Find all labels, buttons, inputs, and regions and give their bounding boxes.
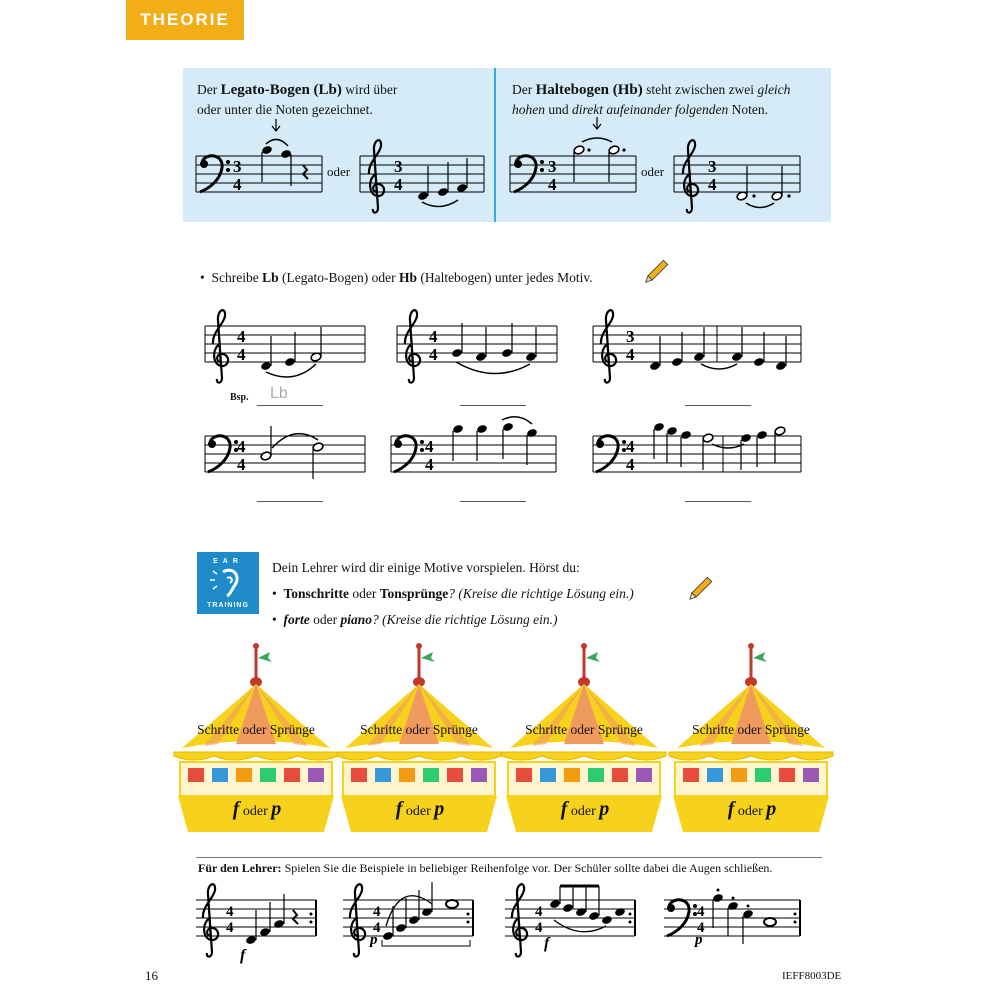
legato-treble-example xyxy=(360,140,484,212)
motif-treble-2 xyxy=(397,310,557,382)
svg-text:4: 4 xyxy=(394,175,403,194)
svg-text:3: 3 xyxy=(708,157,717,176)
svg-text:4: 4 xyxy=(237,327,246,346)
svg-text:p: p xyxy=(695,932,703,948)
motif-treble-3 xyxy=(593,310,801,382)
svg-text:4: 4 xyxy=(708,175,717,194)
svg-text:4: 4 xyxy=(626,345,635,364)
motif-treble-1 xyxy=(205,310,365,382)
svg-text:3: 3 xyxy=(233,157,242,176)
svg-text:4: 4 xyxy=(237,455,246,474)
teacher-motif-3 xyxy=(505,884,635,956)
svg-text:4: 4 xyxy=(373,904,381,920)
teacher-motif-2 xyxy=(343,882,473,957)
info-oder-right: oder xyxy=(641,164,665,179)
catalog-code: IEFF8003DE xyxy=(782,970,842,982)
teacher-motif-1 xyxy=(196,884,316,964)
svg-text:4: 4 xyxy=(373,920,381,936)
svg-text:3: 3 xyxy=(394,157,403,176)
carousel-label: Schritte oder Sprünge xyxy=(197,722,315,737)
legato-bass-example xyxy=(196,119,322,194)
carousel-dynamics: f oder p xyxy=(232,798,282,820)
example-label: Bsp. xyxy=(230,392,249,403)
carousel-label: Schritte oder Sprünge xyxy=(692,722,810,737)
carousel-label: Schritte oder Sprünge xyxy=(525,722,643,737)
svg-text:4: 4 xyxy=(425,437,434,456)
svg-text:4: 4 xyxy=(237,345,246,364)
svg-text:4: 4 xyxy=(626,437,635,456)
example-answer: Lb xyxy=(270,385,288,402)
motif-bass-3 xyxy=(593,422,801,474)
svg-text:f: f xyxy=(544,935,550,952)
svg-text:4: 4 xyxy=(535,904,543,920)
theorie-tab: THEORIE xyxy=(126,0,244,40)
svg-text:3: 3 xyxy=(548,157,557,176)
svg-text:4: 4 xyxy=(237,437,246,456)
svg-text:4: 4 xyxy=(226,920,234,936)
svg-text:4: 4 xyxy=(626,455,635,474)
svg-text:4: 4 xyxy=(697,904,705,920)
svg-text:3: 3 xyxy=(626,327,635,346)
haltebogen-description: Der Haltebogen (Hb) steht zwischen zwei gleich hohen und direkt aufeinander folgenden Noten. xyxy=(512,82,791,117)
page-number: 16 xyxy=(145,968,158,983)
teacher-note: Für den Lehrer: Spielen Sie die Beispiele in beliebiger Reihenfolge vor. Der Schüler sollte dabei die Augen schließen. xyxy=(198,861,773,875)
svg-text:4: 4 xyxy=(226,904,234,920)
svg-text:4: 4 xyxy=(429,327,438,346)
tie-treble-example xyxy=(674,140,800,212)
carousel-dynamics: f oder p xyxy=(560,798,610,820)
svg-text:4: 4 xyxy=(425,455,434,474)
tie-bass-example xyxy=(510,117,636,194)
legato-description: Der Legato-Bogen (Lb) wird über oder unter die Noten gezeichnet. xyxy=(197,82,398,117)
carousel-dynamics: f oder p xyxy=(395,798,445,820)
info-oder-left: oder xyxy=(327,164,351,179)
carousel-label: Schritte oder Sprünge xyxy=(360,722,478,737)
motif-bass-2 xyxy=(391,417,556,474)
svg-text:p: p xyxy=(370,932,378,948)
svg-text:4: 4 xyxy=(548,175,557,194)
carousel-dynamics: f oder p xyxy=(727,798,777,820)
motif-bass-1 xyxy=(205,426,365,479)
pencil-icon xyxy=(644,260,668,284)
ear-training-text: Dein Lehrer wird dir einige Motive vorspielen. Hörst du: • Tonschritte oder Tonsprünge? (Kreise die richtige Lösung ein.) • forte oder piano? (Kreise die richtige Lösung ein.) xyxy=(272,560,634,627)
ear-training-badge: EAR TRAINING xyxy=(197,552,259,614)
svg-text:4: 4 xyxy=(535,920,543,936)
svg-text:f: f xyxy=(240,947,246,964)
svg-text:4: 4 xyxy=(233,175,242,194)
svg-text:4: 4 xyxy=(697,920,705,936)
teacher-motif-4 xyxy=(664,889,800,949)
svg-text:4: 4 xyxy=(429,345,438,364)
pencil-icon xyxy=(688,577,712,601)
exercise-instruction: • Schreibe Lb (Legato-Bogen) oder Hb (Haltebogen) unter jedes Motiv. xyxy=(200,270,593,285)
